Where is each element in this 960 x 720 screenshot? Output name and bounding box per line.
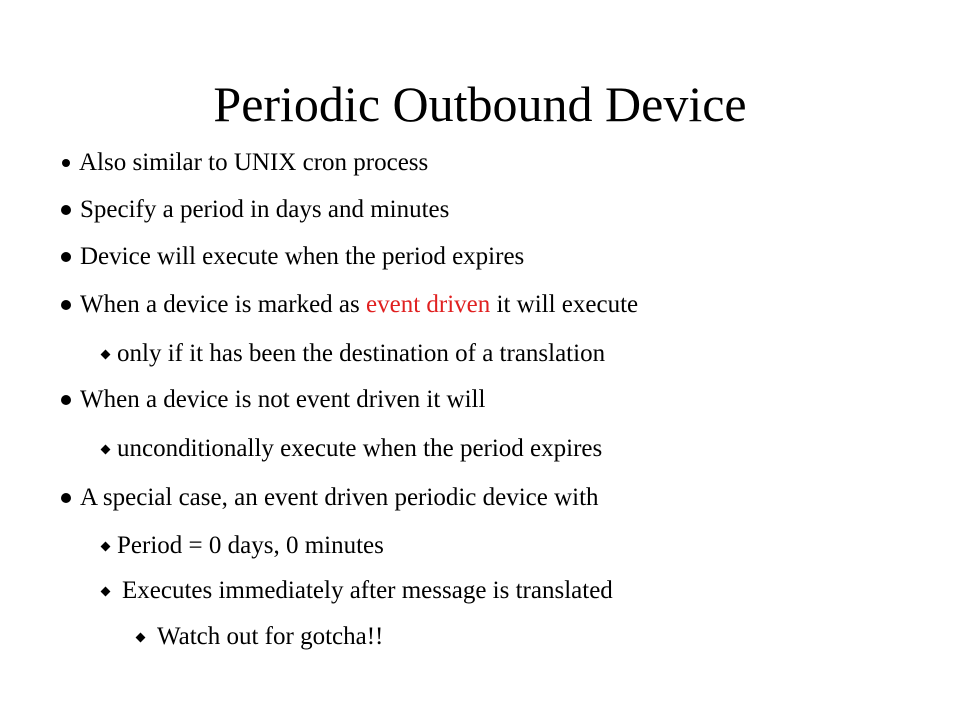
bullet-item [61,195,449,225]
bullet-text: Device will execute when the period expires [80,243,525,270]
bullet-text: Specify a period in days and minutes [80,196,450,223]
round-bullet-icon [61,493,71,503]
diamond-bullet-icon [101,541,111,551]
bullet-text-before: When a device is marked as [80,291,366,318]
bullet-text [80,290,638,320]
bullet-item [61,242,524,272]
bullet-item [61,290,638,320]
diamond-bullet-icon [101,586,111,596]
bullet-text: Also similar to UNIX cron process [79,149,429,176]
highlight-text: event driven [366,291,491,318]
sub-bullet-item [100,434,602,464]
sub-bullet-item [100,339,605,369]
bullet-item [61,483,599,513]
sub-bullet-item [100,531,384,561]
round-bullet-icon [61,300,71,310]
round-bullet-icon [62,159,70,167]
sub-bullet-item [100,576,613,606]
bullet-text: Period = 0 days, 0 minutes [117,532,384,559]
round-bullet-icon [61,252,71,262]
round-bullet-icon [61,205,71,215]
bullet-text: Watch out for gotcha!! [157,623,384,650]
bullet-text: When a device is not event driven it will [80,386,486,413]
diamond-bullet-icon [101,349,111,359]
slide-title: Periodic Outbound Device [213,76,747,132]
bullet-text: unconditionally execute when the period expires [117,435,603,462]
sub-sub-bullet-item [135,622,383,652]
round-bullet-icon [61,395,71,405]
bullet-text: A special case, an event driven periodic device with [80,484,599,511]
bullet-text-after: it will execute [490,291,639,318]
bullet-item [62,148,428,178]
bullet-text: Executes immediately after message is translated [122,577,613,604]
diamond-bullet-icon [101,444,111,454]
bullet-item [61,385,485,415]
diamond-bullet-icon [136,632,146,642]
bullet-text: only if it has been the destination of a translation [117,340,606,367]
